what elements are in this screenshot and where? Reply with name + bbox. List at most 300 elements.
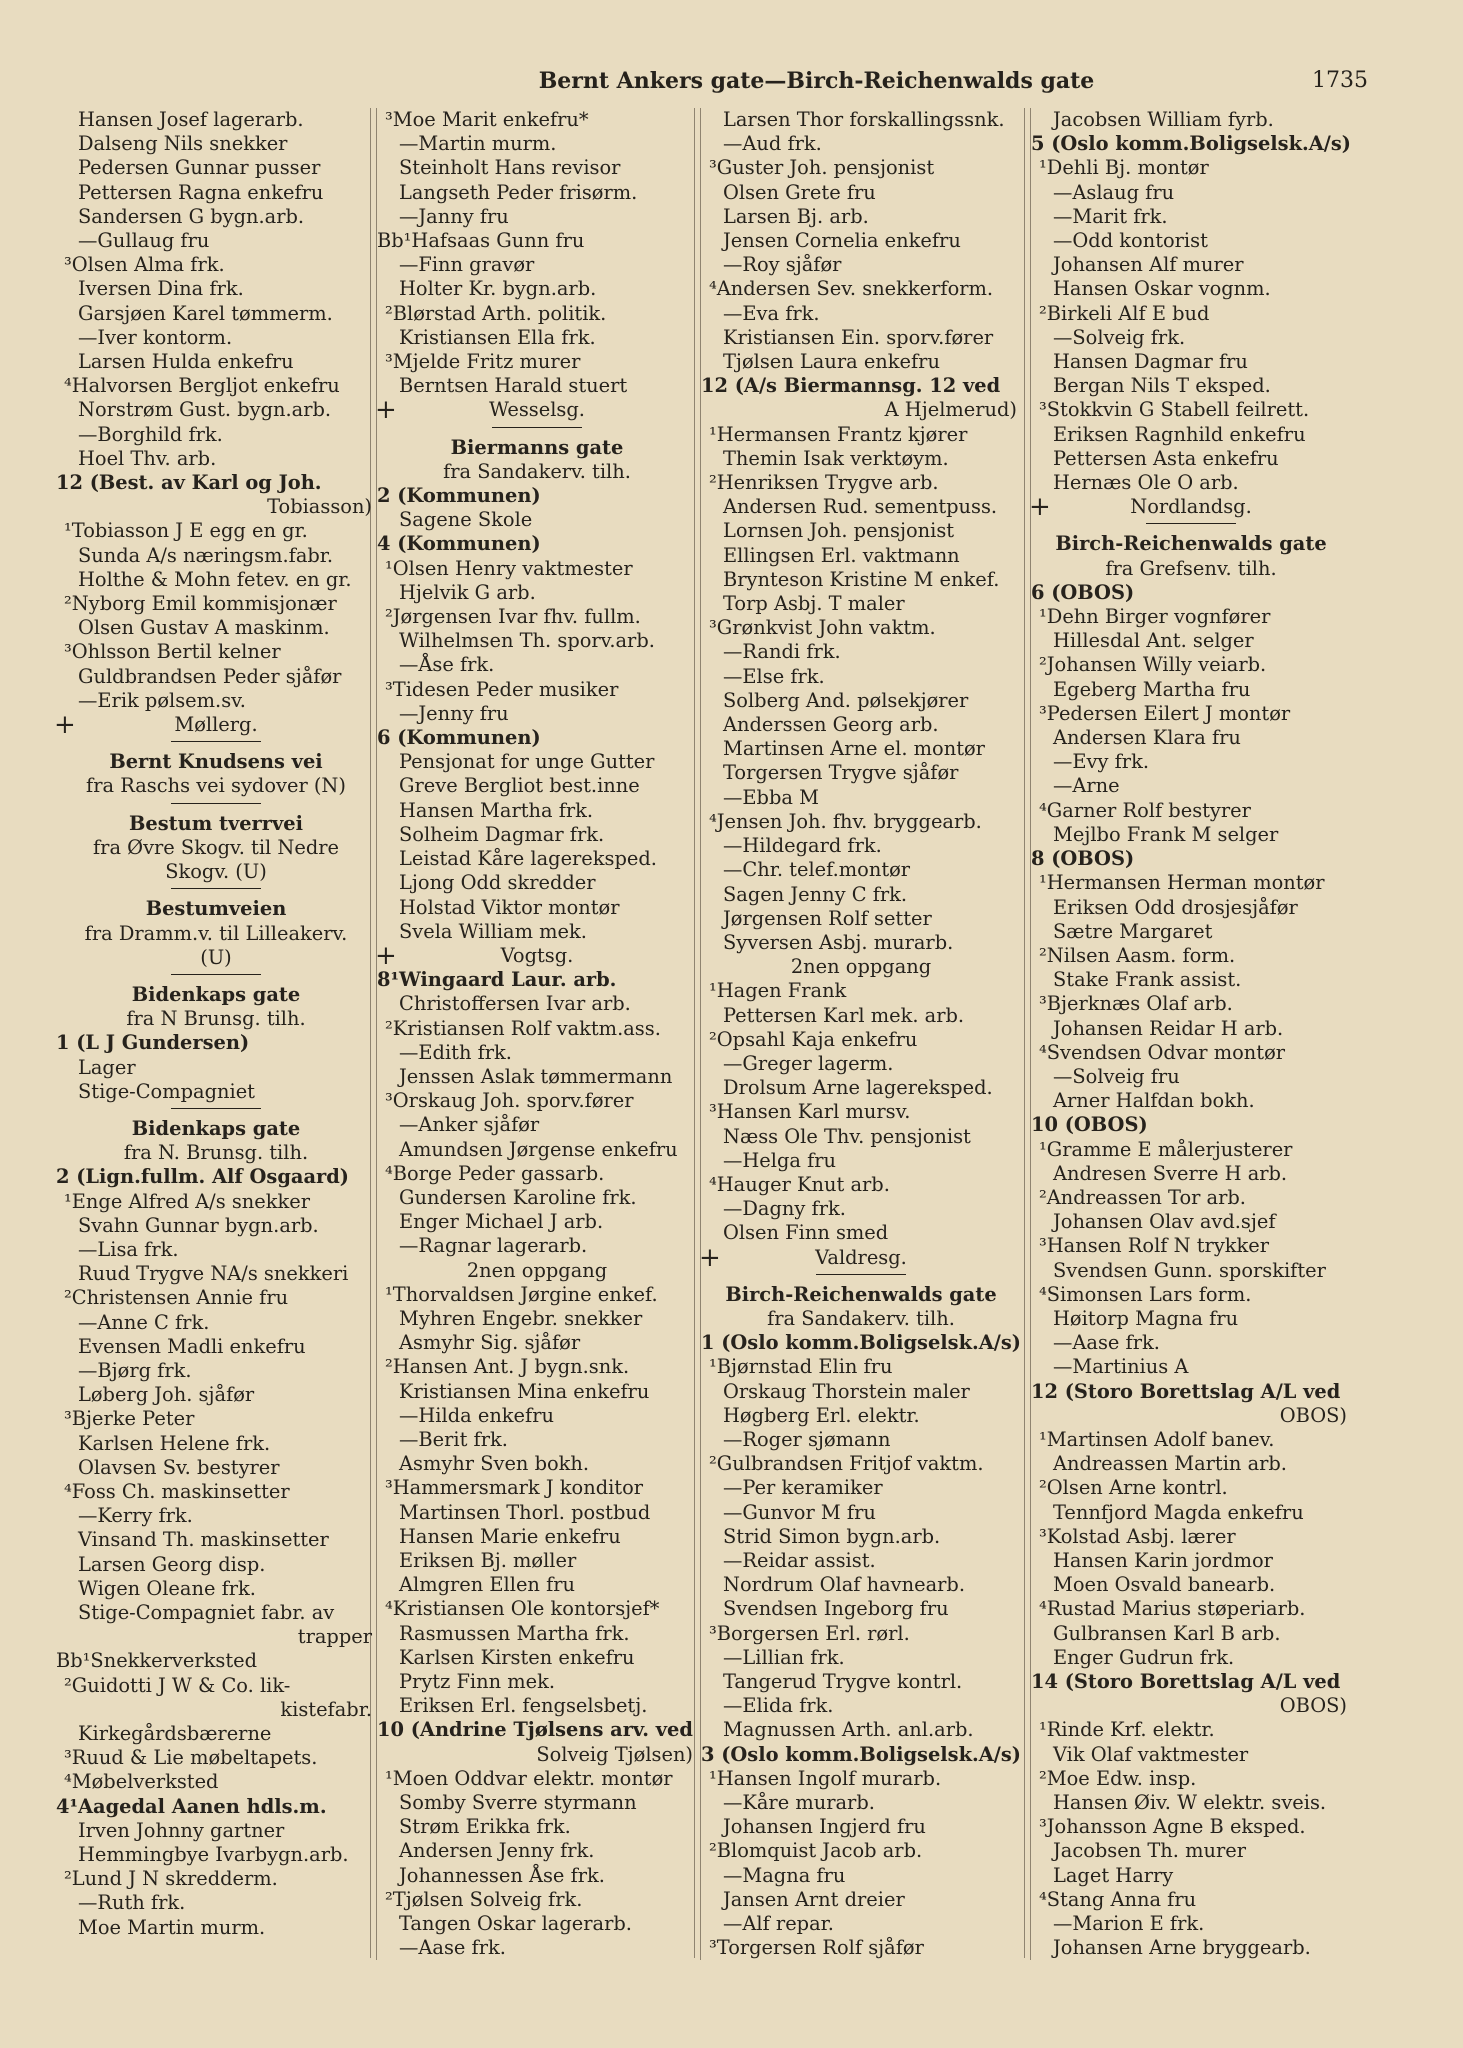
resident-entry: Anderssen Georg arb.: [723, 713, 939, 737]
street-heading: Birch-Reichenwalds gate: [1055, 532, 1327, 556]
section-divider: [1146, 523, 1236, 524]
resident-entry: ²Jørgensen Ivar fhv. fullm.: [385, 605, 641, 629]
resident-entry: Andersen Jenny frk.: [399, 1839, 595, 1863]
resident-entry: Andresen Sverre H arb.: [1053, 1161, 1288, 1185]
resident-entry: Guldbrandsen Peder sjåfør: [78, 664, 342, 688]
resident-entry: —Solveig frk.: [1053, 325, 1186, 349]
resident-entry: —Helga fru: [723, 1148, 837, 1172]
resident-entry: Leistad Kåre lagereksped.: [399, 847, 657, 871]
resident-entry: Kristiansen Ella frk.: [399, 325, 596, 349]
street-heading: Bestumveien: [145, 897, 287, 921]
resident-entry: ²Blørstad Arth. politik.: [385, 301, 607, 325]
resident-entry: Løberg Joh. sjåfør: [78, 1383, 255, 1407]
resident-entry: Johansen Olav avd.sjef: [1053, 1210, 1276, 1234]
street-description: fra Grefsenv. tilh.: [1105, 556, 1277, 580]
street-description: fra N. Brunsg. tilh.: [123, 1141, 309, 1165]
resident-entry: Karlsen Helene frk.: [78, 1431, 271, 1455]
building-number: 1 (L J Gundersen): [56, 1031, 250, 1055]
building-number: 2 (Lign.fullm. Alf Osgaard): [56, 1165, 349, 1189]
resident-entry: Eriksen Erl. fengselsbetj.: [399, 1694, 648, 1718]
resident-entry: ⁴Jensen Joh. fhv. bryggearb.: [709, 809, 982, 833]
resident-entry: Strid Simon bygn.arb.: [723, 1524, 941, 1548]
resident-entry: —Kåre murarb.: [723, 1791, 875, 1815]
resident-entry: ¹Hansen Ingolf murarb.: [709, 1766, 942, 1790]
resident-entry: —Edith frk.: [399, 1040, 512, 1064]
resident-entry: ¹Hagen Frank: [709, 979, 847, 1003]
resident-entry: ³Grønkvist John vaktm.: [709, 616, 936, 640]
continuation-line: Solveig Tjølsen): [536, 1742, 693, 1766]
resident-entry: Lornsen Joh. pensjonist: [723, 519, 955, 543]
resident-entry: Laget Harry: [1053, 1863, 1174, 1887]
resident-entry: ¹Dehn Birger vognfører: [1039, 605, 1271, 629]
resident-entry: ³Kolstad Asbj. lærer: [1039, 1524, 1236, 1548]
resident-entry: —Per keramiker: [723, 1476, 883, 1500]
resident-entry: —Ragnar lagerarb.: [399, 1234, 588, 1258]
resident-entry: ²Christensen Annie fru: [64, 1286, 289, 1310]
resident-entry: Johansen Ingjerd fru: [723, 1815, 926, 1839]
street-description: fra Sandakerv. tilh.: [443, 459, 631, 483]
resident-entry: —Bjørg frk.: [78, 1358, 192, 1382]
resident-entry: ⁴Simonsen Lars form.: [1039, 1282, 1252, 1306]
resident-entry: ⁴Garner Rolf bestyrer: [1039, 798, 1251, 822]
cross-street-label: Valdresg.: [815, 1245, 907, 1269]
resident-entry: —Kerry frk.: [78, 1504, 193, 1528]
resident-entry: ⁴Svendsen Odvar montør: [1039, 1040, 1286, 1064]
resident-entry: ²Opsahl Kaja enkefru: [709, 1027, 918, 1051]
resident-entry: —Alf repar.: [723, 1912, 834, 1936]
resident-entry: Næss Ole Thv. pensjonist: [723, 1124, 971, 1148]
resident-entry: Sunda A/s næringsm.fabr.: [78, 543, 334, 567]
cross-street-icon: +: [375, 395, 397, 426]
resident-entry: —Gullaug fru: [78, 229, 210, 253]
resident-entry: Themin Isak verktøym.: [723, 446, 949, 470]
resident-entry: —Arne: [1053, 774, 1120, 798]
resident-entry: Christoffersen Ivar arb.: [399, 992, 631, 1016]
resident-entry: ³Borgersen Erl. rørl.: [709, 1621, 910, 1645]
resident-entry: ³Orskaug Joh. sporv.fører: [385, 1089, 634, 1113]
resident-entry: Egeberg Martha fru: [1053, 677, 1251, 701]
resident-entry: Dalseng Nils snekker: [78, 132, 288, 156]
resident-entry: Myhren Engebr. snekker: [399, 1306, 643, 1330]
resident-entry: Olsen Gustav A maskinm.: [78, 616, 330, 640]
resident-entry: Nordrum Olaf havnearb.: [723, 1573, 966, 1597]
continuation-line: Tobiasson): [267, 495, 372, 519]
resident-entry: Evensen Madli enkefru: [78, 1334, 306, 1358]
resident-entry: —Marion E frk.: [1053, 1912, 1205, 1936]
resident-entry: —Roy sjåfør: [723, 253, 842, 277]
street-heading: Birch-Reichenwalds gate: [725, 1282, 997, 1306]
resident-entry: Mejlbo Frank M selger: [1053, 822, 1279, 846]
street-heading: Biermanns gate: [450, 435, 624, 459]
resident-entry: —Roger sjømann: [723, 1427, 891, 1451]
cross-street: [54, 710, 376, 741]
continuation-line: OBOS): [1279, 1694, 1347, 1718]
resident-entry: ²Blomquist Jacob arb.: [709, 1839, 923, 1863]
resident-entry: ²Olsen Arne kontrl.: [1039, 1476, 1228, 1500]
resident-entry: Johansen Reidar H arb.: [1053, 1016, 1284, 1040]
resident-entry: Magnussen Arth. anl.arb.: [723, 1718, 974, 1742]
cross-street: [375, 395, 697, 426]
resident-entry: Torp Asbj. T maler: [723, 592, 905, 616]
resident-entry: ¹Dehli Bj. montør: [1039, 156, 1209, 180]
resident-entry: Wilhelmsen Th. sporv.arb.: [399, 629, 655, 653]
resident-entry: Solheim Dagmar frk.: [399, 822, 605, 846]
resident-entry: —Else frk.: [723, 664, 825, 688]
resident-entry: ²Kristiansen Rolf vaktm.ass.: [385, 1016, 661, 1040]
resident-entry: ²Lund J N skredderm.: [64, 1867, 278, 1891]
resident-entry: Torgersen Trygve sjåfør: [723, 761, 959, 785]
resident-entry: Johannessen Åse frk.: [399, 1863, 605, 1887]
resident-entry: ³Tidesen Peder musiker: [385, 677, 619, 701]
resident-entry: Vik Olaf vaktmester: [1053, 1742, 1249, 1766]
resident-entry: Strøm Erikka frk.: [399, 1815, 571, 1839]
continuation-line: kistefabr.: [280, 1697, 372, 1721]
resident-entry: ²Henriksen Trygve arb.: [709, 471, 939, 495]
resident-entry: ²Johansen Willy veiarb.: [1039, 653, 1267, 677]
resident-entry: Jacobsen Th. murer: [1053, 1839, 1246, 1863]
cross-street-label: Nordlandsg.: [1130, 495, 1252, 519]
resident-entry: Svendsen Gunn. sporskifter: [1053, 1258, 1326, 1282]
resident-entry: Eriksen Odd drosjesjåfør: [1053, 895, 1298, 919]
page-number: 1735: [1312, 68, 1368, 93]
resident-entry: Jensen Cornelia enkefru: [723, 229, 961, 253]
resident-entry: Gulbransen Karl B arb.: [1053, 1621, 1281, 1645]
continuation-line: trapper: [297, 1625, 372, 1649]
column-divider: [1024, 108, 1025, 1958]
resident-entry: ²Moe Edw. insp.: [1039, 1766, 1197, 1790]
resident-entry: Pettersen Ragna enkefru: [78, 180, 324, 204]
resident-entry: Asmyhr Sven bokh.: [399, 1452, 590, 1476]
resident-entry: Martinsen Arne el. montør: [723, 737, 985, 761]
resident-entry: Martinsen Thorl. postbud: [399, 1500, 651, 1524]
column-4: [1030, 108, 1351, 1960]
column-2: [376, 108, 697, 1960]
resident-entry: Eriksen Ragnhild enkefru: [1053, 422, 1306, 446]
resident-entry: —Chr. telef.montør: [723, 858, 911, 882]
street-description: fra N Brunsg. tilh.: [126, 1007, 306, 1031]
resident-entry: —Martin murm.: [399, 132, 557, 156]
building-number: 2 (Kommunen): [377, 484, 541, 508]
resident-entry: Hansen Josef lagerarb.: [78, 108, 304, 131]
resident-entry: Hansen Oskar vognm.: [1053, 277, 1271, 301]
resident-entry: Somby Sverre styrmann: [399, 1791, 637, 1815]
resident-entry: Stake Frank assist.: [1053, 968, 1242, 992]
resident-entry: Orskaug Thorstein maler: [723, 1379, 970, 1403]
resident-entry: Garsjøen Karel tømmerm.: [78, 301, 333, 325]
resident-entry: —Anne C frk.: [78, 1310, 210, 1334]
resident-entry: —Ruth frk.: [78, 1891, 186, 1915]
resident-entry: ³Torgersen Rolf sjåfør: [709, 1936, 924, 1960]
resident-entry: Greve Bergliot best.inne: [399, 774, 640, 798]
resident-entry: —Jenny fru: [399, 701, 509, 725]
resident-entry: Bb¹Hafsaas Gunn fru: [377, 229, 585, 253]
resident-entry: —Marit frk.: [1053, 204, 1168, 228]
resident-entry: —Aase frk.: [1053, 1331, 1160, 1355]
resident-entry: Tangen Oskar lagerarb.: [399, 1912, 632, 1936]
resident-entry: Olsen Finn smed: [723, 1221, 889, 1245]
street-description: fra Dramm.v. til Lilleakerv.: [84, 921, 348, 945]
resident-entry: Hansen Karin jordmor: [1053, 1548, 1273, 1572]
resident-entry: Syversen Asbj. murarb.: [723, 930, 954, 954]
street-description: (U): [200, 945, 232, 969]
resident-entry: —Aase frk.: [399, 1936, 506, 1960]
resident-entry: ¹Gramme E målerjusterer: [1039, 1137, 1293, 1161]
resident-entry: Hansen Marie enkefru: [399, 1524, 621, 1548]
resident-entry: —Åse frk.: [399, 653, 495, 677]
resident-entry: Tennfjord Magda enkefru: [1053, 1500, 1304, 1524]
resident-entry: Larsen Hulda enkefru: [78, 350, 294, 374]
resident-entry: ⁴Rustad Marius støperiarb.: [1039, 1597, 1306, 1621]
resident-entry: Stige-Compagniet fabr. av: [78, 1600, 335, 1624]
resident-entry: —Borghild frk.: [78, 422, 223, 446]
street-description: 2nen oppgang: [790, 955, 932, 979]
resident-entry: Larsen Thor forskallingssnk.: [723, 108, 1005, 131]
resident-entry: —Solveig fru: [1053, 1064, 1180, 1088]
resident-entry: ¹Moen Oddvar elektr. montør: [385, 1766, 673, 1790]
resident-entry: ³Pedersen Eilert J montør: [1039, 701, 1291, 725]
resident-entry: Andreassen Martin arb.: [1053, 1452, 1287, 1476]
resident-entry: Enger Michael J arb.: [399, 1210, 604, 1234]
resident-entry: —Reidar assist.: [723, 1548, 876, 1572]
resident-entry: Vinsand Th. maskinsetter: [78, 1528, 329, 1552]
resident-entry: Pettersen Asta enkefru: [1053, 446, 1279, 470]
section-divider: [171, 888, 261, 889]
resident-entry: Jansen Arnt dreier: [723, 1887, 905, 1911]
resident-entry: ²Guidotti J W & Co. lik-: [64, 1673, 291, 1697]
resident-entry: ¹Tobiasson J E egg en gr.: [64, 519, 308, 543]
resident-entry: —Lisa frk.: [78, 1237, 179, 1261]
resident-entry: ⁴Hauger Knut arb.: [709, 1172, 890, 1196]
page-header: [405, 60, 1368, 100]
resident-entry: Tangerud Trygve kontrl.: [723, 1670, 963, 1693]
cross-street-icon: +: [1029, 492, 1051, 523]
cross-street-icon: +: [375, 940, 397, 971]
section-divider: [171, 974, 261, 975]
resident-entry: Svahn Gunnar bygn.arb.: [78, 1213, 319, 1237]
cross-street-label: Vogtsg.: [500, 943, 574, 967]
resident-entry: ¹Rinde Krf. elektr.: [1039, 1718, 1215, 1742]
resident-entry: ³Hansen Rolf N trykker: [1039, 1234, 1270, 1258]
resident-entry: —Martinius A: [1053, 1355, 1189, 1379]
resident-entry: Almgren Ellen fru: [399, 1573, 576, 1597]
resident-entry: Hjelvik G arb.: [399, 580, 536, 604]
resident-entry: Pettersen Karl mek. arb.: [723, 1003, 965, 1027]
resident-entry: —Aslaug fru: [1053, 180, 1175, 204]
resident-entry: ²Gulbrandsen Fritjof vaktm.: [709, 1452, 984, 1476]
resident-entry: Bergan Nils T eksped.: [1053, 374, 1271, 398]
section-divider: [171, 741, 261, 742]
resident-entry: Olavsen Sv. bestyrer: [78, 1455, 280, 1479]
resident-entry: Iversen Dina frk.: [78, 277, 244, 301]
resident-entry: ¹Thorvaldsen Jørgine enkef.: [385, 1282, 658, 1306]
page-title: Bernt Ankers gate—Birch-Reichenwalds gate: [538, 68, 1095, 94]
resident-entry: ²Birkeli Alf E bud: [1039, 301, 1210, 325]
resident-entry: Larsen Bj. arb.: [723, 204, 869, 228]
resident-entry: Hansen Martha frk.: [399, 798, 594, 822]
resident-entry: —Finn gravør: [399, 253, 535, 277]
resident-entry: Hillesdal Ant. selger: [1053, 629, 1254, 653]
resident-entry: —Berit frk.: [399, 1427, 508, 1451]
street-description: 2nen oppgang: [466, 1258, 608, 1282]
resident-entry: ⁴Borge Peder gassarb.: [385, 1161, 605, 1185]
resident-entry: ⁴Andersen Sev. snekkerform.: [709, 277, 994, 301]
resident-entry: ²Andreassen Tor arb.: [1039, 1185, 1246, 1209]
building-number: 3 (Oslo komm.Boligselsk.A/s): [701, 1742, 1021, 1766]
resident-entry: Holstad Viktor montør: [399, 895, 620, 919]
cross-street-icon: +: [54, 710, 76, 741]
section-divider: [171, 1108, 261, 1109]
resident-entry: Solberg And. pølsekjører: [723, 688, 969, 712]
resident-entry: Norstrøm Gust. bygn.arb.: [78, 398, 332, 422]
resident-entry: Sagene Skole: [399, 508, 533, 532]
resident-entry: Høitorp Magna fru: [1053, 1306, 1239, 1330]
street-description: Skogv. (U): [165, 860, 267, 884]
resident-entry: ³Hansen Karl mursv.: [709, 1100, 911, 1124]
building-number: 6 (Kommunen): [377, 726, 541, 750]
resident-entry: Berntsen Harald stuert: [399, 374, 628, 398]
street-description: fra Øvre Skogv. til Nedre: [93, 835, 339, 859]
resident-entry: Sandersen G bygn.arb.: [78, 204, 305, 228]
resident-entry: ⁴Stang Anna fru: [1039, 1887, 1197, 1911]
building-number: 10 (OBOS): [1031, 1113, 1148, 1137]
resident-entry: ¹Enge Alfred A/s snekker: [64, 1189, 310, 1213]
resident-entry: Sætre Margaret: [1053, 919, 1213, 943]
building-number: 1 (Oslo komm.Boligselsk.A/s): [701, 1331, 1021, 1355]
resident-entry: Holter Kr. bygn.arb.: [399, 277, 597, 301]
resident-entry: ¹Olsen Henry vaktmester: [385, 556, 633, 580]
resident-entry: ²Tjølsen Solveig frk.: [385, 1887, 583, 1911]
resident-entry: Stige-Compagniet: [78, 1079, 255, 1103]
resident-entry: Johansen Alf murer: [1053, 253, 1244, 277]
resident-entry: ⁴Møbelverksted: [64, 1770, 219, 1794]
resident-entry: Ruud Trygve NA/s snekkeri: [78, 1262, 349, 1286]
street-heading: Bernt Knudsens vei: [109, 750, 323, 774]
building-number: 10 (Andrine Tjølsens arv. ved: [377, 1718, 693, 1742]
resident-entry: ⁴Foss Ch. maskinsetter: [64, 1479, 290, 1503]
resident-entry: —Erik pølsem.sv.: [78, 688, 246, 712]
cross-street-label: Møllerg.: [174, 713, 258, 737]
resident-entry: Tjølsen Laura enkefru: [723, 350, 940, 374]
resident-entry: Enger Gudrun frk.: [1053, 1645, 1235, 1669]
resident-entry: ¹Martinsen Adolf banev.: [1039, 1427, 1275, 1451]
resident-entry: Drolsum Arne lagereksped.: [723, 1076, 993, 1100]
resident-entry: Hoel Thv. arb.: [78, 446, 217, 470]
cross-street-icon: +: [699, 1242, 721, 1273]
resident-entry: Ellingsen Erl. vaktmann: [723, 543, 960, 567]
resident-entry: Larsen Georg disp.: [78, 1552, 266, 1576]
building-number: 12 (A/s Biermannsg. 12 ved: [701, 374, 1001, 398]
continuation-line: A Hjelmerud): [884, 398, 1017, 422]
building-number: 8 (OBOS): [1031, 847, 1135, 871]
cross-street-label: Wesselsg.: [489, 398, 585, 422]
column-3: [700, 108, 1021, 1960]
resident-entry: Pensjonat for unge Gutter: [399, 750, 655, 774]
resident-entry: Asmyhr Sig. sjåfør: [399, 1331, 581, 1355]
resident-entry: ³Ohlsson Bertil kelner: [64, 640, 281, 664]
resident-entry: —Gunvor M fru: [723, 1500, 876, 1524]
resident-entry: —Dagny frk.: [723, 1197, 846, 1221]
resident-entry: ³Bjerknæs Olaf arb.: [1039, 992, 1233, 1016]
resident-entry: —Evy frk.: [1053, 750, 1149, 774]
resident-entry: Hansen Øiv. W elektr. sveis.: [1053, 1791, 1327, 1815]
resident-entry: —Randi frk.: [723, 640, 841, 664]
resident-entry: Rasmussen Martha frk.: [399, 1621, 630, 1645]
street-description: fra Sandakerv. tilh.: [767, 1306, 955, 1330]
resident-entry: Moe Martin murm.: [78, 1915, 266, 1939]
resident-entry: Hernæs Ole O arb.: [1053, 471, 1239, 495]
resident-entry: ¹Bjørnstad Elin fru: [709, 1355, 893, 1379]
resident-entry: ³Mjelde Fritz murer: [385, 350, 581, 374]
building-number: 14 (Storo Borettslag A/L ved: [1031, 1670, 1341, 1693]
cross-street: [1029, 492, 1351, 523]
resident-entry: Amundsen Jørgense enkefru: [399, 1137, 678, 1161]
resident-entry: Kirkegårdsbærerne: [78, 1722, 272, 1745]
cross-street: [699, 1242, 1021, 1273]
resident-entry: ³Olsen Alma frk.: [64, 253, 225, 277]
cross-street: [375, 940, 697, 971]
resident-entry: Andersen Rud. sementpuss.: [723, 495, 998, 519]
resident-entry: —Magna fru: [723, 1863, 846, 1887]
resident-entry: Eriksen Bj. møller: [399, 1548, 577, 1572]
resident-entry: Svela William mek.: [399, 919, 587, 943]
resident-entry: Jenssen Aslak tømmermann: [399, 1064, 673, 1088]
resident-entry: Prytz Finn mek.: [399, 1670, 556, 1693]
building-number: 6 (OBOS): [1031, 580, 1135, 604]
resident-entry: ⁴Kristiansen Ole kontorsjef*: [385, 1597, 660, 1621]
resident-entry: —Greger lagerm.: [723, 1051, 894, 1075]
building-number: 8¹Wingaard Laur. arb.: [377, 968, 617, 992]
resident-entry: Sagen Jenny C frk.: [723, 882, 908, 906]
resident-entry: —Odd kontorist: [1053, 229, 1208, 253]
resident-entry: ²Hansen Ant. J bygn.snk.: [385, 1355, 630, 1379]
resident-entry: Olsen Grete fru: [723, 180, 876, 204]
resident-entry: Kristiansen Ein. sporv.fører: [723, 325, 994, 349]
resident-entry: ³Stokkvin G Stabell feilrett.: [1039, 398, 1310, 422]
resident-entry: Bb¹Snekkerverksted: [56, 1649, 258, 1673]
resident-entry: Hemmingbye Ivarbygn.arb.: [78, 1843, 349, 1867]
resident-entry: Steinholt Hans revisor: [399, 156, 621, 180]
resident-entry: Irven Johnny gartner: [78, 1818, 285, 1842]
resident-entry: Kristiansen Mina enkefru: [399, 1379, 650, 1403]
resident-entry: —Aud frk.: [723, 132, 822, 156]
resident-entry: —Iver kontorm.: [78, 325, 233, 349]
street-heading: Bidenkaps gate: [131, 1116, 301, 1140]
resident-entry: —Anker sjåfør: [399, 1113, 540, 1137]
resident-entry: Svendsen Ingeborg fru: [723, 1597, 949, 1621]
resident-entry: Jacobsen William fyrb.: [1053, 108, 1274, 131]
building-number: 4¹Aagedal Aanen hdls.m.: [56, 1794, 327, 1818]
resident-entry: ²Nilsen Aasm. form.: [1039, 943, 1236, 967]
resident-entry: Langseth Peder frisørm.: [399, 180, 638, 204]
resident-entry: Hansen Dagmar fru: [1053, 350, 1248, 374]
resident-entry: ³Moe Marit enkefru*: [385, 108, 589, 131]
resident-entry: Brynteson Kristine M enkef.: [723, 567, 1000, 591]
resident-entry: Holthe & Mohn fetev. en gr.: [78, 567, 352, 591]
resident-entry: Ljong Odd skredder: [399, 871, 596, 895]
resident-entry: —Janny fru: [399, 204, 509, 228]
resident-entry: ⁴Halvorsen Bergljot enkefru: [64, 374, 340, 398]
resident-entry: Moen Osvald banearb.: [1053, 1573, 1276, 1597]
street-heading: Bestum tverrvei: [129, 811, 303, 835]
resident-entry: Høgberg Erl. elektr.: [723, 1403, 920, 1427]
resident-entry: Karlsen Kirsten enkefru: [399, 1645, 635, 1669]
building-number: 5 (Oslo komm.Boligselsk.A/s): [1031, 132, 1351, 156]
resident-entry: ¹Hermansen Frantz kjører: [709, 422, 968, 446]
building-number: 12 (Best. av Karl og Joh.: [56, 471, 322, 495]
resident-entry: Wigen Oleane frk.: [78, 1576, 256, 1600]
building-number: 4 (Kommunen): [377, 532, 541, 556]
building-number: 12 (Storo Borettslag A/L ved: [1031, 1379, 1341, 1403]
